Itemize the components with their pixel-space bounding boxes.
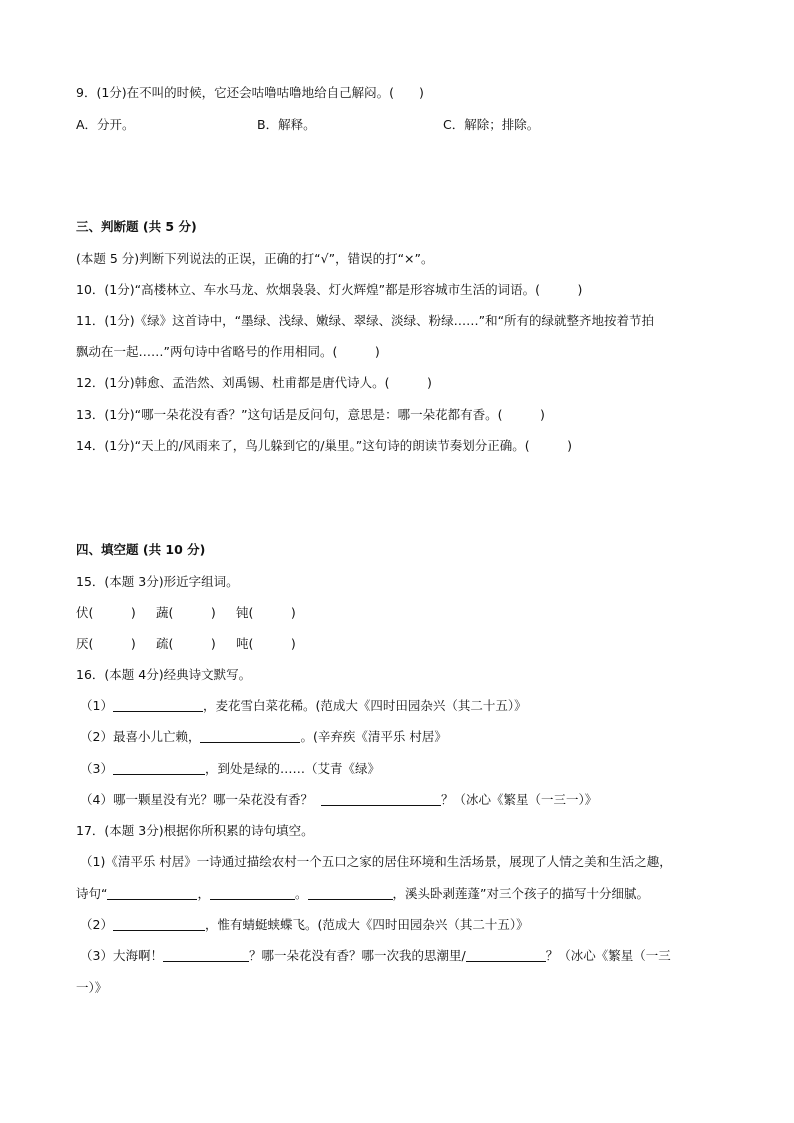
- char-dun2: 吨( ): [236, 636, 296, 651]
- q16-4-prefix: （4）哪一颗星没有光？哪一朵花没有香？: [80, 792, 313, 807]
- question-17-3-line1: [80, 947, 671, 965]
- q16-2-prefix: （2）最喜小儿亡赖，: [80, 729, 201, 744]
- answer-blank[interactable]: [466, 949, 546, 962]
- question-9-stem: 9．(1分)在不叫的时候，它还会咕噜咕噜地给自己解闷。( ): [76, 85, 424, 100]
- answer-blank[interactable]: [321, 793, 441, 806]
- q16-3-suffix: ，到处是绿的……（艾青《绿》: [204, 761, 380, 776]
- question-17-3-line2: 一）》: [76, 980, 108, 995]
- question-16-1: [80, 697, 527, 715]
- question-14: 14．(1分)“天上的/风雨来了，鸟儿躲到它的/巢里。”这句诗的朗读节奏划分正确。( ): [76, 438, 572, 453]
- char-shu: 蔬( ): [156, 605, 216, 620]
- question-13: 13．(1分)“哪一朵花没有香？”这句话是反问句，意思是：哪一朵花都有香。( ): [76, 407, 545, 422]
- question-11-line2: 飘动在一起……”两句诗中省略号的作用相同。( ): [76, 344, 380, 359]
- question-17-2: [80, 916, 529, 934]
- answer-blank[interactable]: [113, 699, 203, 712]
- q16-2-suffix: 。(辛弃疾《清平乐 村居》: [300, 729, 447, 744]
- q17-1-prefix: 诗句“: [76, 886, 108, 901]
- question-17-stem: 17．(本题 3分)根据你所积累的诗句填空。: [76, 823, 314, 838]
- q17-1-sep2: 。: [295, 886, 308, 901]
- question-17-1-line2: [76, 885, 649, 903]
- answer-blank[interactable]: [113, 918, 205, 931]
- answer-blank[interactable]: [308, 887, 393, 900]
- q17-3-prefix: （3）大海啊！: [80, 948, 163, 963]
- answer-blank[interactable]: [107, 887, 197, 900]
- q16-1-suffix: ，麦花雪白菜花稀。(范成大《四时田园杂兴（其二十五）》: [202, 698, 527, 713]
- section-3-title: 三、判断题 (共 5 分): [76, 219, 197, 234]
- q17-1-suffix: ，溪头卧剥莲蓬”对三个孩子的描写十分细腻。: [392, 886, 649, 901]
- answer-blank[interactable]: [210, 887, 295, 900]
- question-16-2: [80, 728, 447, 746]
- question-17-1-line1: （1)《清平乐 村居》一诗通过描绘农村一个五口之家的居住环境和生活场景，展现了人情之美和生活之趣，: [80, 854, 672, 869]
- q16-1-prefix: （1）: [80, 698, 113, 713]
- option-b: B．解释。: [257, 117, 316, 132]
- section-3-intro: (本题 5 分)判断下列说法的正误，正确的打“√”，错误的打“×”。: [76, 251, 434, 266]
- char-fu: 伏( ): [76, 605, 136, 620]
- question-10: 10．(1分)“高楼林立、车水马龙、炊烟袅袅、灯火辉煌”都是形容城市生活的词语。( ): [76, 282, 583, 297]
- q17-2-suffix: ，惟有蜻蜓蛱蝶飞。(范成大《四时田园杂兴（其二十五）》: [204, 917, 529, 932]
- q16-4-suffix: ？（冰心《繁星（一三一）》: [440, 792, 598, 807]
- char-dun: 钝( ): [236, 605, 296, 620]
- question-16-4: [80, 791, 597, 809]
- q17-1-sep1: ，: [197, 886, 210, 901]
- question-11-line1: 11．(1分)《绿》这首诗中，“墨绿、浅绿、嫩绿、翠绿、淡绿、粉绿……”和“所有的绿就整齐地按着节拍: [76, 313, 655, 328]
- char-shu2: 疏( ): [156, 636, 216, 651]
- answer-blank[interactable]: [200, 730, 300, 743]
- question-12: 12．(1分)韩愈、孟浩然、刘禹锡、杜甫都是唐代诗人。( ): [76, 375, 432, 390]
- option-c: C．解除；排除。: [443, 117, 540, 132]
- q17-3-middle: ？哪一朵花没有香？哪一次我的思潮里/: [248, 948, 466, 963]
- section-4-title: 四、填空题 (共 10 分): [76, 542, 206, 557]
- option-a: A．分开。: [76, 117, 135, 132]
- q17-2-prefix: （2）: [80, 917, 113, 932]
- q17-3-suffix: ？（冰心《繁星（一三: [545, 948, 671, 963]
- answer-blank[interactable]: [163, 949, 249, 962]
- char-yan: 厌( ): [76, 636, 136, 651]
- question-16-stem: 16．(本题 4分)经典诗文默写。: [76, 667, 252, 682]
- question-15-stem: 15．(本题 3分)形近字组词。: [76, 574, 239, 589]
- question-16-3: [80, 760, 380, 778]
- q16-3-prefix: （3）: [80, 761, 113, 776]
- answer-blank[interactable]: [113, 762, 205, 775]
